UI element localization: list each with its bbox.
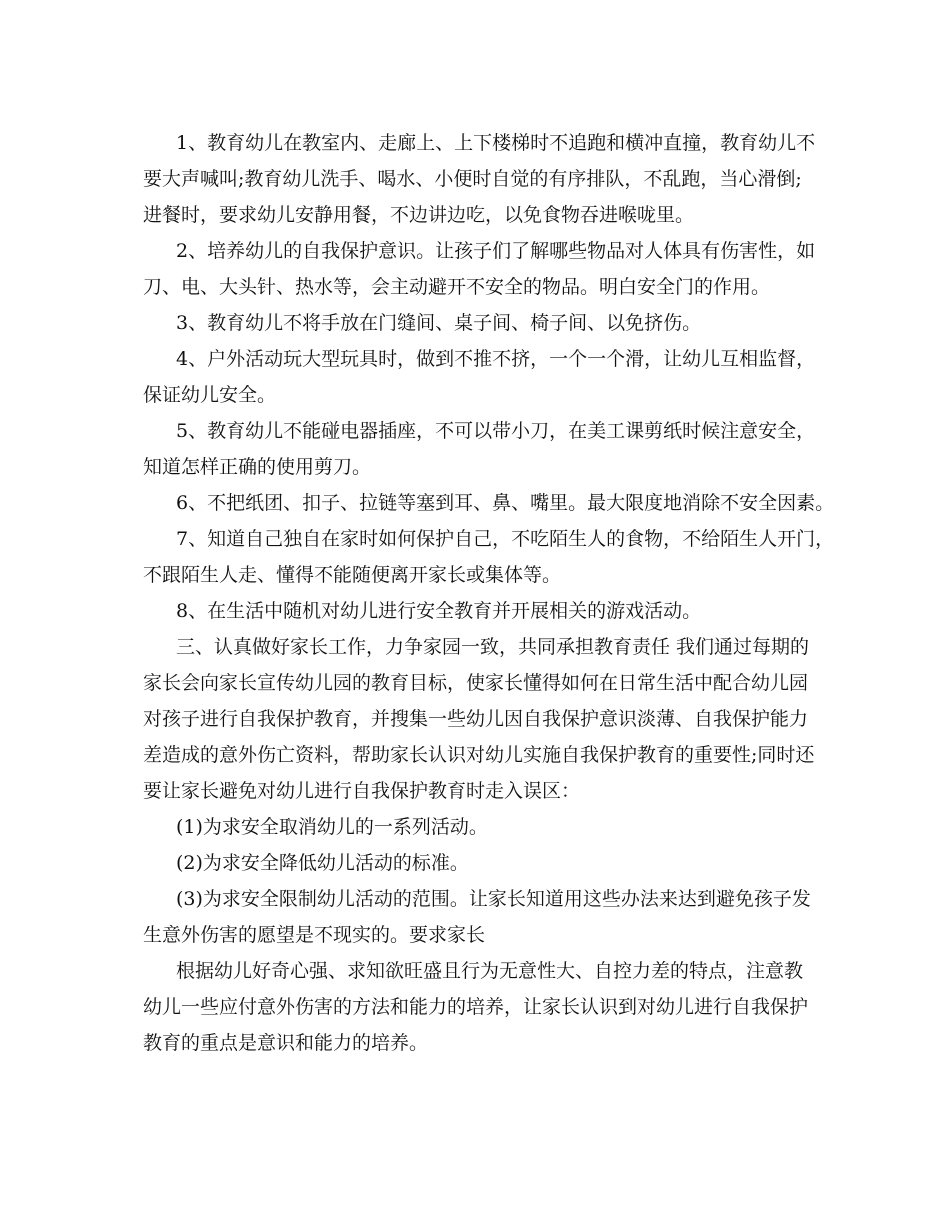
text-line: 4、户外活动玩大型玩具时，做到不推不挤，一个一个滑，让幼儿互相监督， <box>176 348 816 370</box>
text-line: 家长会向家长宣传幼儿园的教育目标，使家长懂得如何在日常生活中配合幼儿园 <box>143 672 809 694</box>
text-line: (2)为求安全降低幼儿活动的标准。 <box>176 852 469 874</box>
text-line: (3)为求安全限制幼儿活动的范围。让家长知道用这些办法来达到避免孩子发 <box>176 888 811 910</box>
text-line: 不跟陌生人走、懂得不能随便离开家长或集体等。 <box>143 564 562 586</box>
text-line: 三、认真做好家长工作，力争家园一致，共同承担教育责任 我们通过每期的 <box>176 636 810 658</box>
text-line: 5、教育幼儿不能碰电器插座，不可以带小刀，在美工课剪纸时候注意安全， <box>176 420 816 442</box>
text-line: 3、教育幼儿不将手放在门缝间、桌子间、椅子间、以免挤伤。 <box>176 312 702 334</box>
text-line: 差造成的意外伤亡资料，帮助家长认识对幼儿实施自我保护教育的重要性;同时还 <box>143 744 815 766</box>
text-line: 生意外伤害的愿望是不现实的。要求家长 <box>143 924 486 946</box>
text-line: 进餐时，要求幼儿安静用餐，不边讲边吃，以免食物吞进喉咙里。 <box>143 204 695 226</box>
text-line: (1)为求安全取消幼儿的一系列活动。 <box>176 816 488 838</box>
text-line: 教育的重点是意识和能力的培养。 <box>143 1032 429 1054</box>
text-line: 幼儿一些应付意外伤害的方法和能力的培养，让家长认识到对幼儿进行自我保护 <box>143 996 809 1018</box>
text-line: 根据幼儿好奇心强、求知欲旺盛且行为无意性大、自控力差的特点，注意教 <box>176 960 804 982</box>
text-line: 要让家长避免对幼儿进行自我保护教育时走入误区： <box>143 780 581 802</box>
text-line: 8、在生活中随机对幼儿进行安全教育并开展相关的游戏活动。 <box>176 600 702 622</box>
text-line: 保证幼儿安全。 <box>143 384 277 406</box>
text-line: 2、培养幼儿的自我保护意识。让孩子们了解哪些物品对人体具有伤害性，如 <box>176 240 816 262</box>
text-line: 1、教育幼儿在教室内、走廊上、上下楼梯时不追跑和横冲直撞，教育幼儿不 <box>176 132 816 154</box>
text-line: 刀、电、大头针、热水等，会主动避开不安全的物品。明白安全门的作用。 <box>143 276 771 298</box>
text-line: 6、不把纸团、扣子、拉链等塞到耳、鼻、嘴里。最大限度地消除不安全因素。 <box>176 492 835 514</box>
text-line: 要大声喊叫;教育幼儿洗手、喝水、小便时自觉的有序排队，不乱跑，当心滑倒; <box>143 168 802 190</box>
text-line: 7、知道自己独自在家时如何保护自己，不吃陌生人的食物，不给陌生人开门， <box>176 528 835 550</box>
text-line: 对孩子进行自我保护教育，并搜集一些幼儿因自我保护意识淡薄、自我保护能力 <box>143 708 809 730</box>
text-line: 知道怎样正确的使用剪刀。 <box>143 456 372 478</box>
